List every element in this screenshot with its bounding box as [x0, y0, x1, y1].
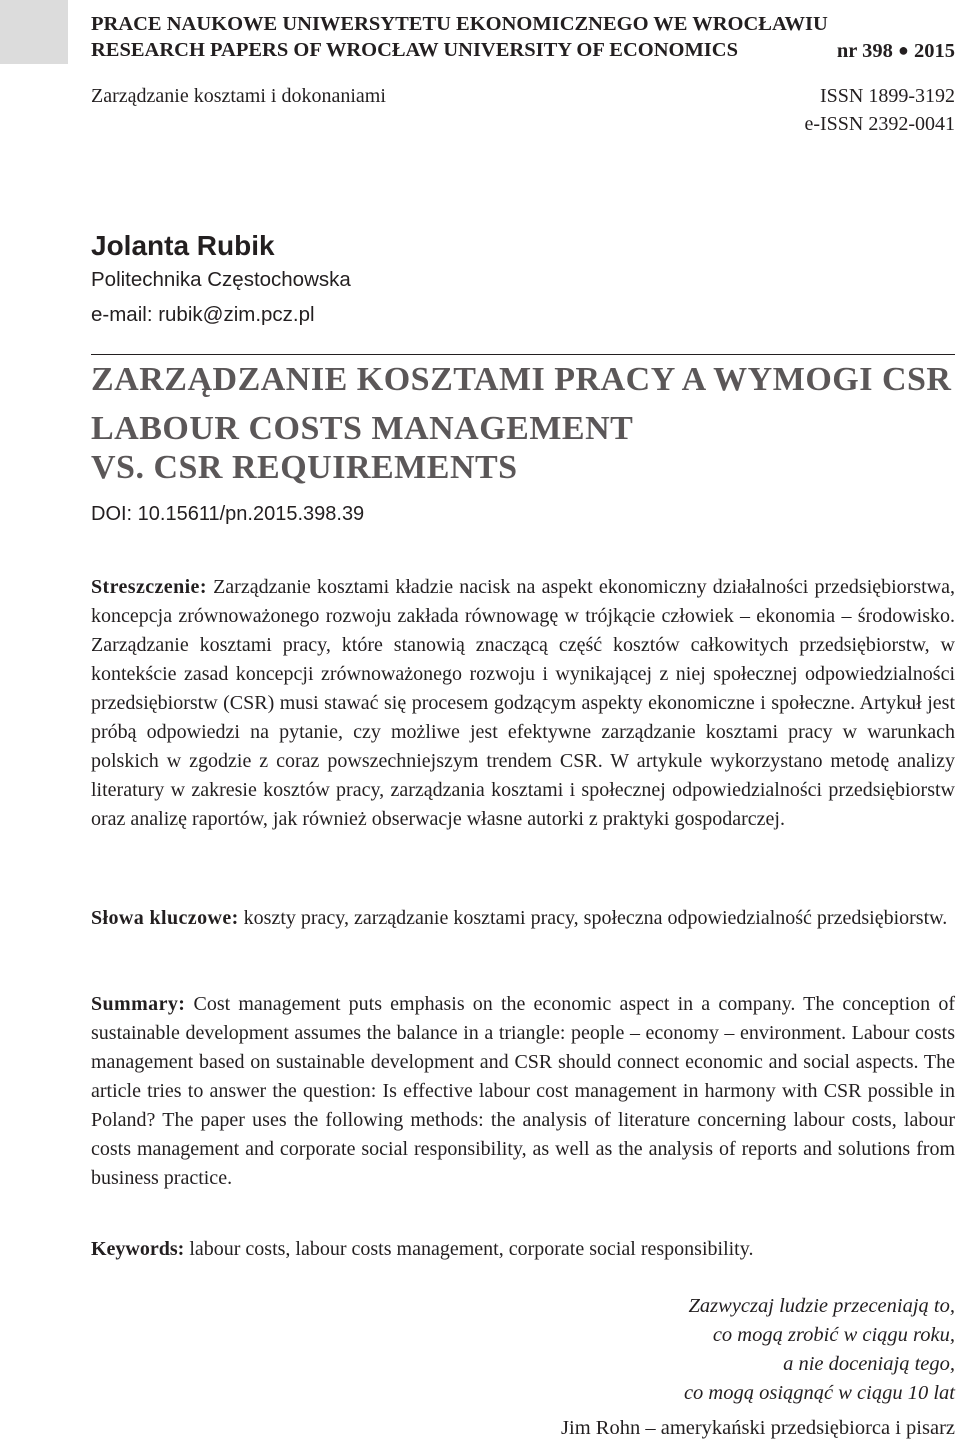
motto-author: Jim Rohn – amerykański przedsiębiorca i pisarz: [561, 1417, 955, 1439]
motto-line: a nie doceniają tego,: [783, 1353, 955, 1375]
motto-line: co mogą osiągnąć w ciągu 10 lat: [683, 1382, 955, 1404]
issn-block: [804, 82, 955, 138]
abstract-english-label: Summary:: [91, 993, 186, 1015]
keywords-english-text: labour costs, labour costs management, corporate social responsibility.: [189, 1238, 754, 1260]
author-name: Jolanta Rubik: [91, 230, 275, 261]
abstract-english-text: Cost management puts emphasis on the economic aspect in a company. The conception of sustainable development assumes the balance in a triangle: people – economy – environment. Labour costs management based on sustainable development and CSR should connect economic and social aspects. The article tries to answer the question: Is effective labour cost management in harmony with CSR possible in Poland? The paper uses the following methods: the analysis of literature concerning labour costs, labour costs management and corporate social responsibility, as well as the analysis of reports and solutions from business practice.: [91, 993, 955, 1189]
issue-info: [837, 37, 955, 64]
abstract-polish-label: Streszczenie:: [91, 576, 207, 598]
abstract-polish-text: Zarządzanie kosztami kładzie nacisk na aspekt ekonomiczny działalności przedsiębiorstwa, koncepcja zrównoważonego rozwoju zakłada równowagę w trójkącie człowiek – ekonomia – środowisko. Zarządzanie kosztami pracy, które stanowią znaczącą część kosztów całkowitych przedsiębiorstw, w kontekście zasad koncepcji zrównoważonego rozwoju i wynikającej z niej społecznej odpowiedzialności przedsiębiorstw (CSR) musi stawać się procesem godzącym aspekty ekonomiczne i społeczne. Artykuł jest próbą odpowiedzi na pytanie, czy możliwe jest efektywne zarządzanie kosztami pracy w warunkach polskich w zgodzie z coraz powszechniejszym trendem CSR. W artykule wykorzystano metodę analizy literatury w zakresie kosztów pracy, zarządzania kosztami i społecznej odpowiedzialności przedsiębiorstw oraz analizę raportów, jak również obserwacje własne autorki z praktyki gospodarczej.: [91, 576, 956, 830]
title-english-line-1: LABOUR COSTS MANAGEMENT: [91, 410, 634, 447]
bullet-icon: ●: [898, 40, 909, 60]
author-affiliation: Politechnika Częstochowska: [91, 268, 351, 291]
keywords-polish: [91, 904, 955, 933]
corner-gray-box: [0, 0, 68, 64]
motto-line: Zazwyczaj ludzie przeceniają to,: [688, 1295, 955, 1317]
title-polish: ZARZĄDZANIE KOSZTAMI PRACY A WYMOGI CSR: [91, 361, 952, 398]
keywords-english: [91, 1235, 955, 1264]
journal-name-pl: PRACE NAUKOWE UNIWERSYTETU EKONOMICZNEGO WE WROCŁAWIU: [91, 13, 828, 35]
doi: DOI: 10.15611/pn.2015.398.39: [91, 503, 365, 525]
title-divider: [91, 354, 955, 355]
abstract-polish: [91, 573, 955, 834]
issue-number: nr 398: [836, 40, 893, 62]
abstract-english: [91, 990, 955, 1193]
keywords-polish-label: Słowa kluczowe:: [91, 907, 239, 929]
issue-year: 2015: [914, 40, 955, 62]
journal-name-en-text: RESEARCH PAPERS OF WROCŁAW UNIVERSITY OF ECONOMICS: [91, 39, 738, 61]
journal-name-en: [91, 37, 955, 63]
series-title: Zarządzanie kosztami i dokonaniami: [91, 85, 386, 107]
motto-quote: [684, 1292, 955, 1408]
keywords-polish-text: koszty pracy, zarządzanie kosztami pracy, społeczna odpowiedzialność przedsiębiorstw.: [243, 907, 948, 929]
issn: ISSN 1899-3192: [819, 85, 955, 107]
title-english-line-2: VS. CSR REQUIREMENTS: [91, 449, 518, 486]
e-issn: e-ISSN 2392-0041: [804, 113, 955, 135]
author-email: e-mail: rubik@zim.pcz.pl: [91, 303, 315, 326]
motto-line: co mogą zrobić w ciągu roku,: [712, 1324, 955, 1346]
keywords-english-label: Keywords:: [91, 1238, 185, 1260]
